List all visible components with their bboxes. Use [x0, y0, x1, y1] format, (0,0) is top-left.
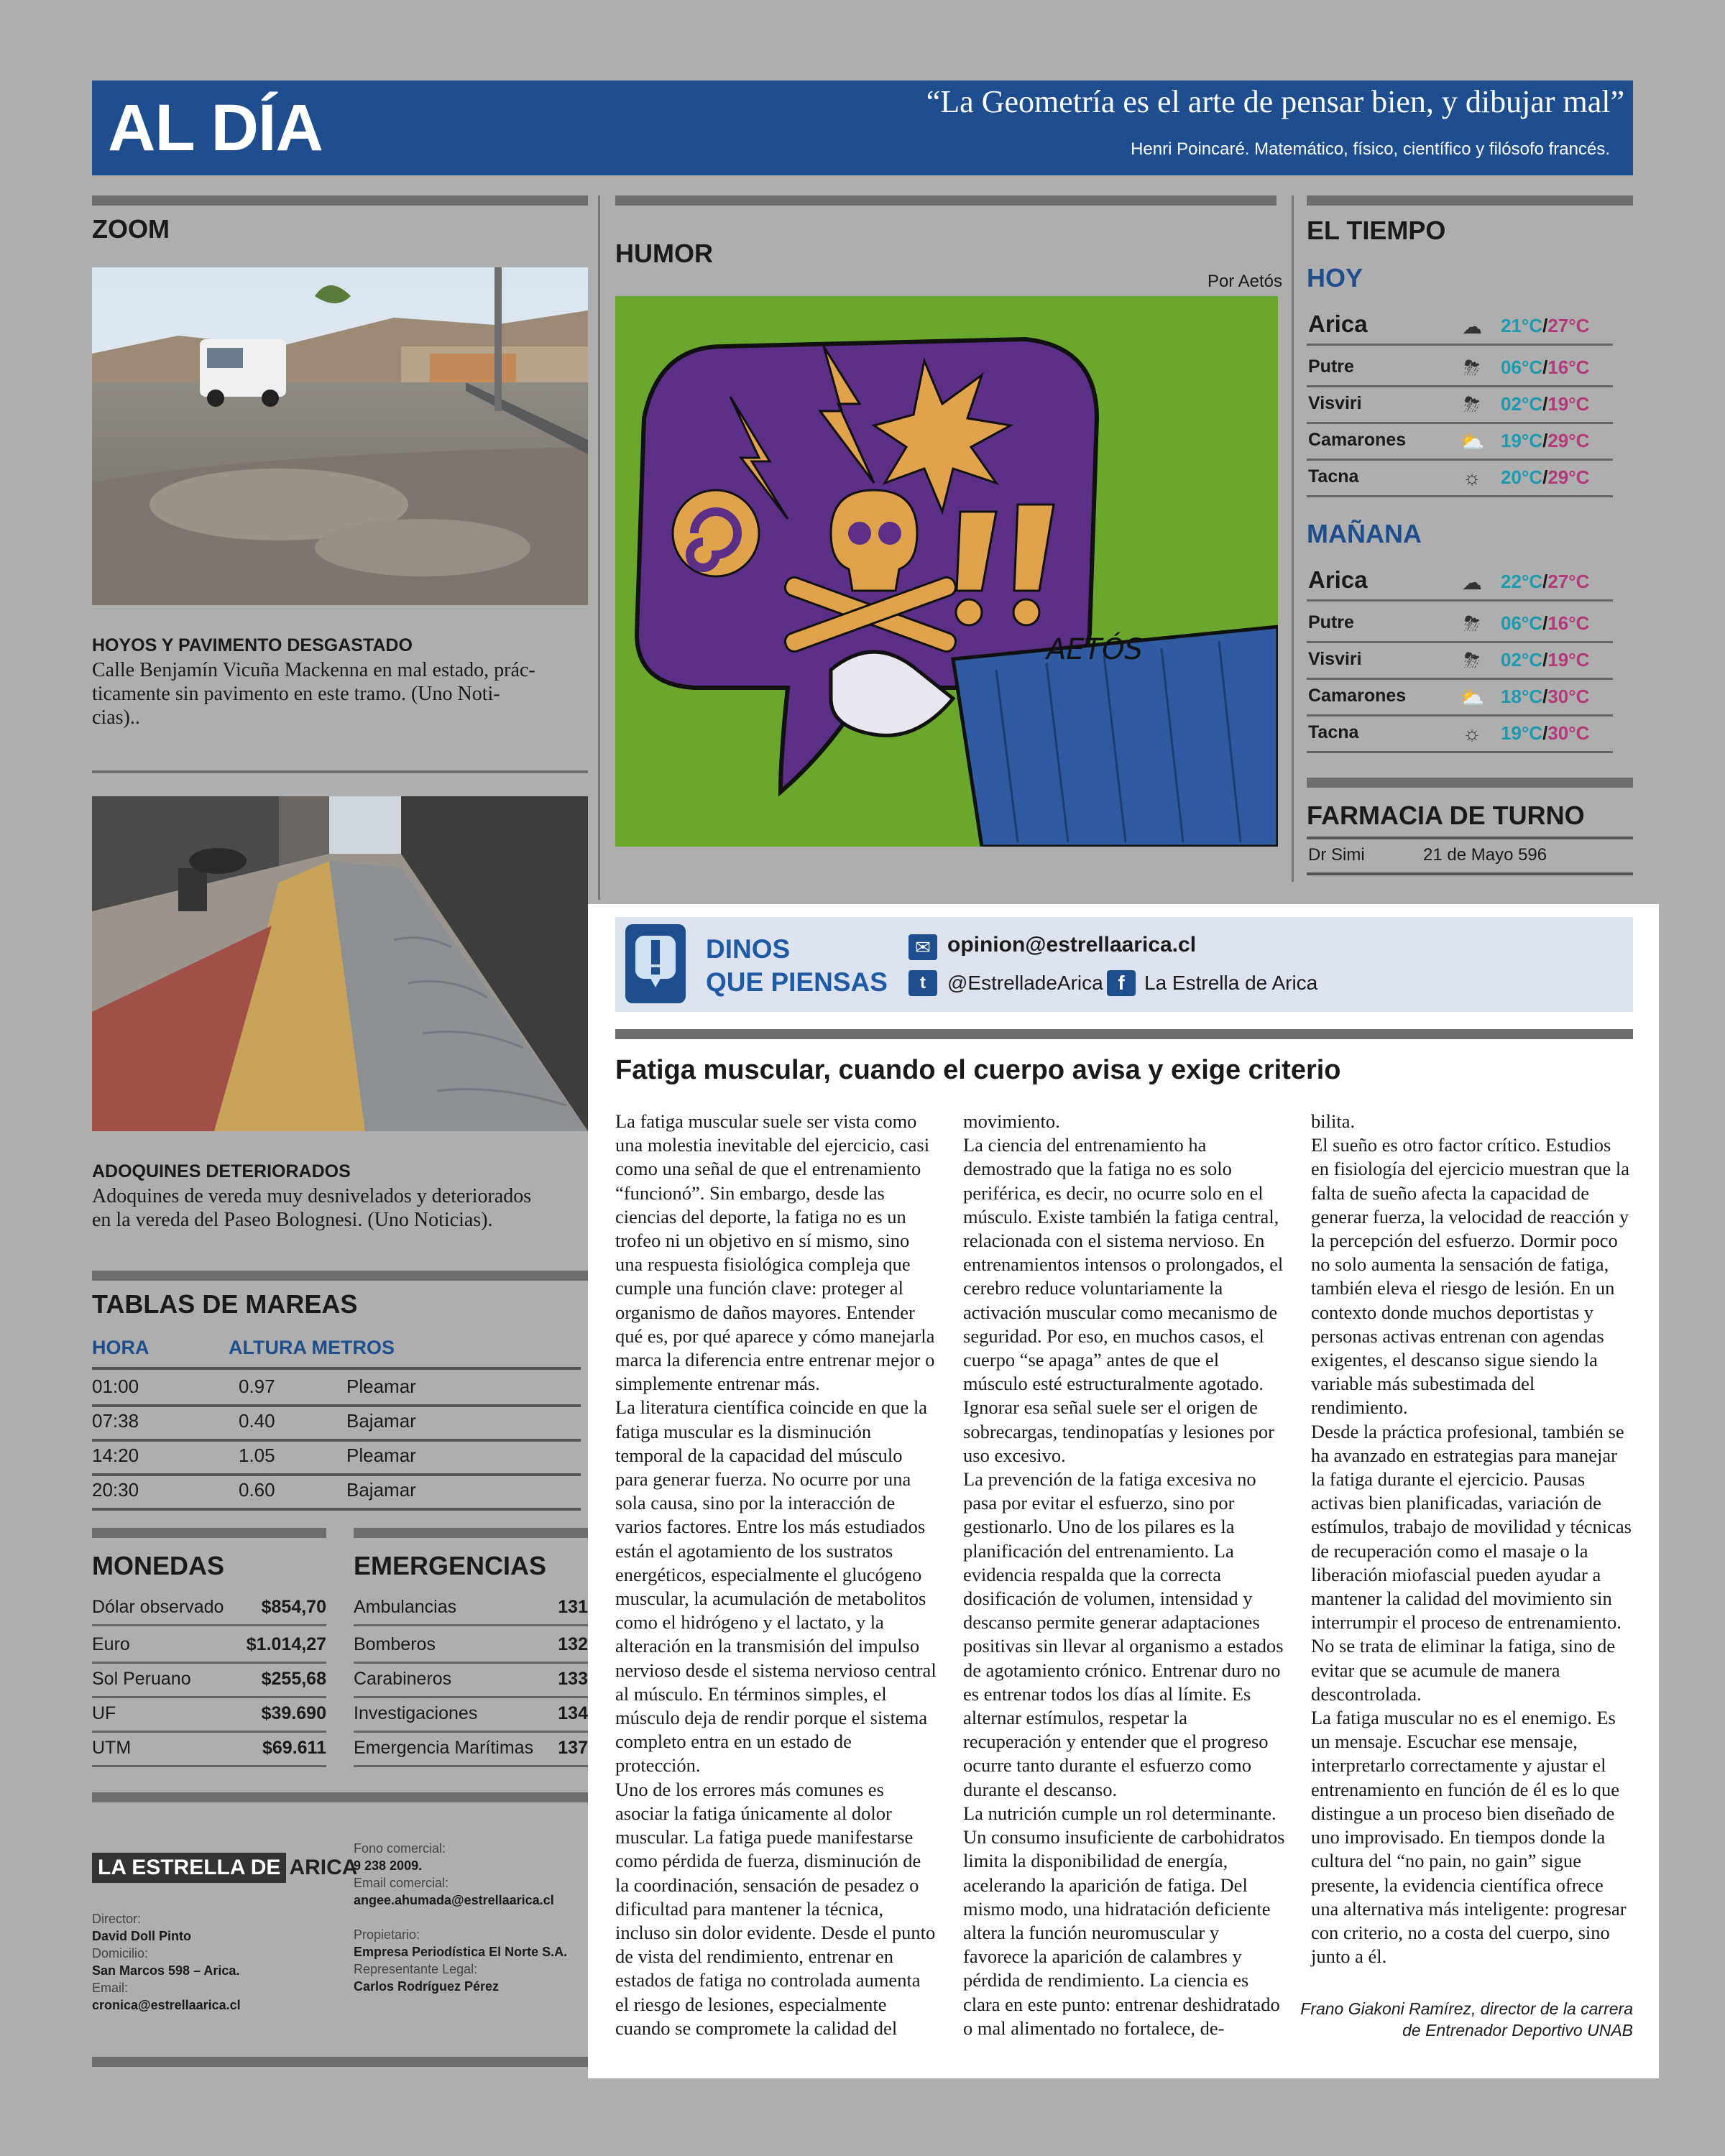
tide-hour: 14:20 — [92, 1445, 139, 1466]
label: Director: — [92, 1912, 142, 1926]
tide-type: Pleamar — [346, 1445, 416, 1466]
weather-cloud-icon: ☁ — [1462, 315, 1482, 338]
article-paragraph: El sueño es otro factor crítico. Estudios en fisiología del ejercicio muestran que la falta de sueño afecta la capacidad de generar fuerza, la velocidad de reacción y la percepción del esfuerzo. Dormir poco no solo aumenta la sensación de fatiga, también eleva el riesgo de lesión. En un contexto donde muchos deportistas y personas activas entrenan con agendas exigentes, el descanso sigue siendo la variable más subestimada del rendimiento. — [1311, 1134, 1629, 1419]
temp-max: 19°C — [1547, 393, 1590, 415]
header-quote-author: Henri Poincaré. Matemático, físico, científico y filósofo francés. — [1131, 139, 1610, 159]
weather-row — [1307, 423, 1613, 461]
article-paragraph: bilita. — [1311, 1110, 1356, 1132]
owner: Empresa Periodística El Norte S.A. — [354, 1945, 568, 1959]
caption-line: en la vereda del Paseo Bolognesi. (Uno Noticias). — [92, 1209, 493, 1231]
temp-max: 30°C — [1547, 722, 1590, 744]
tide-row — [92, 1473, 581, 1511]
article-paragraph: La fatiga muscular no es el enemigo. Es un mensaje. Escuchar ese mensaje, interpretarlo correctamente y ajustar el entrenamiento en función de él es lo que distingue a un proceso bien diseñado de uno improvisado. En tiempos donde la cultura del “no pain, no gain” sigue presente, la evidencia científica ofrece una alternativa más inteligente: progresar con criterio, no a costa del cuerpo, sino junto a él. — [1311, 1707, 1627, 1968]
temp-separator: / — [1542, 430, 1548, 451]
caption-title: ADOQUINES DETERIORADOS — [92, 1161, 351, 1181]
section-rule — [1307, 778, 1633, 788]
tide-height: 0.40 — [239, 1410, 275, 1432]
temp-max: 16°C — [1547, 612, 1590, 634]
temp-separator: / — [1542, 571, 1548, 592]
temp-min: 02°C — [1501, 393, 1543, 415]
masthead-right — [354, 1840, 567, 1995]
street-photo-2 — [92, 796, 588, 1131]
pharmacy-name: Dr Simi — [1308, 845, 1365, 865]
temp-min: 06°C — [1501, 356, 1543, 378]
legal-representative: Carlos Rodríguez Pérez — [354, 1979, 500, 1994]
weather-row — [1307, 563, 1613, 602]
emergency-number: 131 — [558, 1597, 588, 1617]
article-paragraph: Desde la práctica profesional, también se ha avanzado en estrategias para manejar la fatiga durante el ejercicio. Pausas activas bien planificadas, variación de estímulos, trabajo de movilidad y técnicas de recuperación como el masaje o la liberación miofascial pueden ayudar a mantener la calidad del movimiento sin interrumpir el proceso de entrenamiento. No se trata de eliminar la fatiga, sino de evitar que se acumule de manera descontrolada. — [1311, 1420, 1632, 1705]
tide-row — [92, 1439, 581, 1476]
article-paragraph: La fatiga muscular suele ser vista como una molestia inevitable del ejercicio, casi como una señal de que el entrenamiento “funcionó”. Sin embargo, desde las ciencias del deporte, la fatiga no es un trofeo ni un objetivo en sí mismo, sino una respuesta fisiológica compleja que cumple una función clave: proteger al organismo de daños mayores. Entender qué es, por qué aparece y cómo manejarla marca la diferencia entre entrenar mejor o simplemente entrenar más. — [615, 1110, 935, 1395]
temp-separator: / — [1542, 315, 1548, 336]
weather-temperature — [1501, 649, 1589, 671]
caption-line: cias).. — [92, 706, 140, 729]
weather-sunny-icon: ☼ — [1463, 466, 1481, 489]
section-title: AL DÍA — [108, 91, 323, 165]
currency-row — [92, 1627, 326, 1664]
weather-city: Camarones — [1308, 430, 1407, 450]
humor-title: HUMOR — [615, 239, 713, 268]
weather-row — [1307, 349, 1613, 387]
dinos-line: DINOS — [706, 934, 791, 964]
tides-height-header: ALTURA METROS — [229, 1337, 395, 1358]
emergency-number: 133 — [558, 1669, 588, 1689]
pharmacy-address: 21 de Mayo 596 — [1423, 845, 1547, 865]
section-rule — [615, 1029, 1633, 1039]
emergency-name: Ambulancias — [354, 1597, 457, 1617]
weather-temperature — [1501, 315, 1589, 337]
weather-row — [1307, 386, 1613, 424]
emergency-name: Investigaciones — [354, 1703, 478, 1723]
table-rule — [1307, 837, 1633, 839]
emergency-row — [354, 1731, 588, 1767]
weather-partly-sunny-icon: ⛅ — [1459, 686, 1485, 709]
author-line: de Entrenador Deportivo UNAB — [1402, 2021, 1633, 2040]
weather-tomorrow-label: MAÑANA — [1307, 519, 1422, 548]
weather-row — [1307, 678, 1613, 717]
weather-temperature — [1501, 571, 1589, 593]
emergency-number: 132 — [558, 1634, 588, 1654]
weather-partly-sunny-icon: ⛅ — [1459, 430, 1485, 453]
article-paragraph: La prevención de la fatiga excesiva no pasa por evitar el esfuerzo, sino por gestionarlo. Uno de los pilares es la planificación del entrenamiento. La evidencia respalda que la correcta dosificación de volumen, intensidad y descanso permite generar adaptaciones positivas sin llevar al organismo a estados de agotamiento crónico. Entrenar duro no es entrenar todos los días al límite. Es alternar estímulos, respetar la recuperación y entender que el progreso ocurre tanto durante el esfuerzo como durante el descanso. — [963, 1468, 1284, 1800]
tide-type: Bajamar — [346, 1410, 416, 1432]
tide-hour: 20:30 — [92, 1479, 139, 1501]
column-divider — [598, 195, 600, 900]
section-rule — [1307, 195, 1633, 206]
article-paragraph: La literatura científica coincide en que la fatiga muscular es la disminución temporal de la capacidad del músculo para generar fuerza. No ocurre por una sola causa, sino por la interacción de varios factores. Entre los más estudiados están el agotamiento de los sustratos energéticos, especialmente el glucógeno muscular, la acumulación de metabolitos como el hidrógeno y el lactato, y la alteración en la transmisión del impulso nervioso desde el sistema nervioso central al músculo. En términos simples, el músculo deja de rendir porque el sistema completo entra en un estado de protección. — [615, 1396, 937, 1777]
temp-min: 22°C — [1501, 571, 1543, 592]
newspaper-logo — [92, 1853, 360, 1884]
article-paragraph: La ciencia del entrenamiento ha demostrado que la fatiga no es solo periférica, es decir, no ocurre solo en el músculo. Existe también la fatiga central, relacionada con el sistema nervioso. En entrenamientos intensos o prolongados, el cerebro reduce voluntariamente la activación muscular como mecanismo de seguridad. Por eso, en muchos casos, el cuerpo “se apaga” antes de que el músculo esté estructuralmente agotado. Ignorar esa señal suele ser el origen de sobrecargas, tendinopatías y lesiones por uso excesivo. — [963, 1134, 1284, 1466]
temp-max: 19°C — [1547, 649, 1590, 671]
weather-row — [1307, 459, 1613, 497]
dinos-que-piensas-box — [615, 917, 1633, 1012]
tide-height: 0.97 — [239, 1376, 275, 1397]
masthead-left — [92, 1910, 241, 2014]
street-photo-1 — [92, 267, 588, 605]
temp-separator: / — [1542, 612, 1548, 634]
label: Email comercial: — [354, 1876, 449, 1890]
facebook-icon: f — [1107, 970, 1136, 996]
currency-value: $69.611 — [262, 1738, 326, 1758]
article-column-1 — [615, 1110, 937, 2040]
weather-title: EL TIEMPO — [1307, 216, 1446, 245]
weather-temperature — [1501, 612, 1589, 635]
weather-city: Tacna — [1308, 722, 1359, 742]
author-line: Frano Giakoni Ramírez, director de la carrera — [1300, 1999, 1633, 2018]
article-title: Fatiga muscular, cuando el cuerpo avisa y exige criterio — [615, 1055, 1341, 1085]
temp-separator: / — [1542, 722, 1548, 744]
weather-city: Visviri — [1308, 649, 1362, 669]
weather-storm-icon: ⛈ — [1463, 356, 1481, 379]
temp-min: 19°C — [1501, 430, 1543, 451]
currency-row — [92, 1696, 326, 1733]
caption-line: Calle Benjamín Vicuña Mackenna en mal estado, prác- — [92, 659, 535, 681]
section-rule — [92, 1792, 588, 1802]
weather-storm-icon: ⛈ — [1463, 649, 1481, 671]
tide-hour: 01:00 — [92, 1376, 139, 1397]
tide-hour: 07:38 — [92, 1410, 139, 1432]
section-rule — [92, 770, 588, 773]
caption-line: Adoquines de vereda muy desnivelados y deteriorados — [92, 1185, 532, 1207]
emergency-name: Emergencia Marítimas — [354, 1738, 534, 1758]
weather-storm-icon: ⛈ — [1463, 612, 1481, 635]
article-paragraph: movimiento. — [963, 1110, 1060, 1132]
tide-height: 0.60 — [239, 1479, 275, 1501]
cartoon-signature: AETÓS — [1046, 633, 1143, 666]
facebook-page[interactable]: La Estrella de Arica — [1144, 972, 1318, 994]
section-rule — [92, 1528, 326, 1538]
temp-max: 29°C — [1547, 430, 1590, 451]
weather-temperature — [1501, 356, 1589, 379]
twitter-icon: t — [908, 970, 937, 996]
weather-temperature — [1501, 393, 1589, 415]
cartoon-image — [615, 296, 1278, 847]
weather-city: Putre — [1308, 356, 1354, 377]
logo-text-b: ARICA — [289, 1856, 358, 1879]
table-rule — [1307, 872, 1633, 875]
column-divider — [1292, 195, 1294, 882]
temp-min: 21°C — [1501, 315, 1543, 336]
temp-separator: / — [1542, 686, 1548, 707]
emergency-name: Bomberos — [354, 1634, 436, 1654]
weather-temperature — [1501, 466, 1589, 489]
phone: 9 238 2009. — [354, 1858, 423, 1873]
caption-body — [92, 1184, 595, 1232]
weather-row — [1307, 605, 1613, 643]
article-paragraph: La nutrición cumple un rol determinante. Un consumo insuficiente de carbohidratos limita la disponibilidad de energía, acelerando la aparición de fatiga. Del mismo modo, una hidratación deficiente altera la función neuromuscular y favorece la aparición de calambres y pérdida de rendimiento. La ciencia es clara en este punto: entrenar deshidratado o mal alimentado no fortalece, de- — [963, 1802, 1285, 2039]
weather-temperature — [1501, 722, 1589, 745]
logo-text-a: LA ESTRELLA DE — [92, 1853, 286, 1883]
weather-storm-icon: ⛈ — [1463, 393, 1481, 415]
weather-row — [1307, 715, 1613, 753]
zoom-title: ZOOM — [92, 214, 170, 244]
tide-type: Bajamar — [346, 1479, 416, 1501]
twitter-handle[interactable]: @EstrelladeArica — [947, 972, 1103, 994]
temp-min: 20°C — [1501, 466, 1543, 488]
label: Representante Legal: — [354, 1962, 478, 1976]
temp-min: 18°C — [1501, 686, 1543, 707]
section-rule — [92, 2057, 588, 2067]
temp-max: 27°C — [1547, 571, 1590, 592]
temp-max: 29°C — [1547, 466, 1590, 488]
temp-min: 02°C — [1501, 649, 1543, 671]
weather-city: Arica — [1308, 566, 1368, 593]
weather-city: Arica — [1308, 310, 1368, 337]
temp-separator: / — [1542, 466, 1548, 488]
weather-temperature — [1501, 430, 1589, 452]
temp-separator: / — [1542, 393, 1548, 415]
emergency-number: 134 — [558, 1703, 588, 1723]
temp-separator: / — [1542, 356, 1548, 378]
article-paragraph: Uno de los errores más comunes es asociar la fatiga únicamente al dolor muscular. La fatiga puede manifestarse como pérdida de fuerza, disminución de la coordinación, sensación de pesadez o dificultad para mantener la técnica, incluso sin dolor evidente. Desde el punto de vista del rendimiento, entrenar en estados de fatiga no controlada aumenta el riesgo de lesiones, especialmente cuando se compromete la calidad del — [615, 1778, 936, 2039]
tide-type: Pleamar — [346, 1376, 416, 1397]
weather-sunny-icon: ☼ — [1463, 722, 1481, 745]
address: San Marcos 598 – Arica. — [92, 1963, 240, 1978]
weather-city: Camarones — [1308, 686, 1407, 706]
currency-value: $1.014,27 — [246, 1634, 326, 1654]
emergencies-title: EMERGENCIAS — [354, 1551, 547, 1580]
temp-max: 27°C — [1547, 315, 1590, 336]
pharmacy-title: FARMACIA DE TURNO — [1307, 801, 1585, 830]
temp-max: 16°C — [1547, 356, 1590, 378]
section-rule — [92, 1271, 588, 1281]
weather-cloud-icon: ☁ — [1462, 571, 1482, 594]
weather-city: Putre — [1308, 612, 1354, 632]
commercial-email: angee.ahumada@estrellaarica.cl — [354, 1893, 554, 1907]
weather-city: Tacna — [1308, 466, 1359, 487]
section-rule — [615, 195, 1276, 206]
currency-value: $255,68 — [261, 1669, 326, 1689]
tide-height: 1.05 — [239, 1445, 275, 1466]
currency-value: $854,70 — [261, 1597, 326, 1617]
emergency-name: Carabineros — [354, 1669, 452, 1689]
page-header — [92, 80, 1633, 175]
currency-row — [92, 1731, 326, 1767]
weather-city: Visviri — [1308, 393, 1362, 413]
caption-line: ticamente sin pavimento en este tramo. (Uno Noti- — [92, 683, 500, 705]
currencies-title: MONEDAS — [92, 1551, 225, 1580]
temp-max: 30°C — [1547, 686, 1590, 707]
emergency-row — [354, 1662, 588, 1698]
section-rule — [92, 195, 588, 206]
currency-row — [92, 1590, 326, 1626]
temp-min: 06°C — [1501, 612, 1543, 634]
dinos-line: QUE PIENSAS — [706, 967, 888, 997]
currency-row — [92, 1662, 326, 1698]
caption-title: HOYOS Y PAVIMENTO DESGASTADO — [92, 635, 413, 655]
label: Propietario: — [354, 1927, 420, 1942]
label: Fono comercial: — [354, 1841, 446, 1856]
article-author — [1300, 1998, 1633, 2041]
tide-row — [92, 1370, 581, 1407]
weather-temperature — [1501, 686, 1589, 708]
label: Email: — [92, 1981, 129, 1995]
currency-name: UF — [92, 1703, 116, 1723]
director-name: David Doll Pinto — [92, 1929, 192, 1943]
currency-value: $39.690 — [261, 1703, 326, 1723]
currency-name: Euro — [92, 1634, 130, 1654]
exclamation-icon — [625, 924, 686, 1003]
emergency-number: 137 — [558, 1738, 588, 1758]
cartoon-credit: Por Aetós — [1207, 272, 1282, 291]
opinion-email[interactable]: opinion@estrellaarica.cl — [947, 933, 1197, 957]
currency-name: Dólar observado — [92, 1597, 224, 1617]
tide-row — [92, 1404, 581, 1442]
weather-row — [1307, 308, 1613, 346]
currency-name: UTM — [92, 1738, 132, 1758]
header-quote: “La Geometría es el arte de pensar bien, y dibujar mal” — [926, 84, 1624, 119]
emergency-row — [354, 1696, 588, 1733]
section-rule — [354, 1528, 588, 1538]
label: Domicilio: — [92, 1946, 149, 1961]
email-icon: ✉ — [908, 934, 937, 960]
temp-separator: / — [1542, 649, 1548, 671]
article-column-3 — [1311, 1110, 1633, 1968]
weather-row — [1307, 642, 1613, 680]
tides-hour-header: HORA — [92, 1337, 150, 1358]
currency-name: Sol Peruano — [92, 1669, 191, 1689]
dinos-heading — [706, 933, 888, 999]
tides-title: TABLAS DE MAREAS — [92, 1289, 358, 1319]
emergency-row — [354, 1590, 588, 1626]
emergency-row — [354, 1627, 588, 1664]
article-column-2 — [963, 1110, 1285, 2040]
weather-today-label: HOY — [1307, 263, 1363, 292]
caption-body — [92, 658, 588, 729]
email: cronica@estrellaarica.cl — [92, 1998, 241, 2012]
temp-min: 19°C — [1501, 722, 1543, 744]
